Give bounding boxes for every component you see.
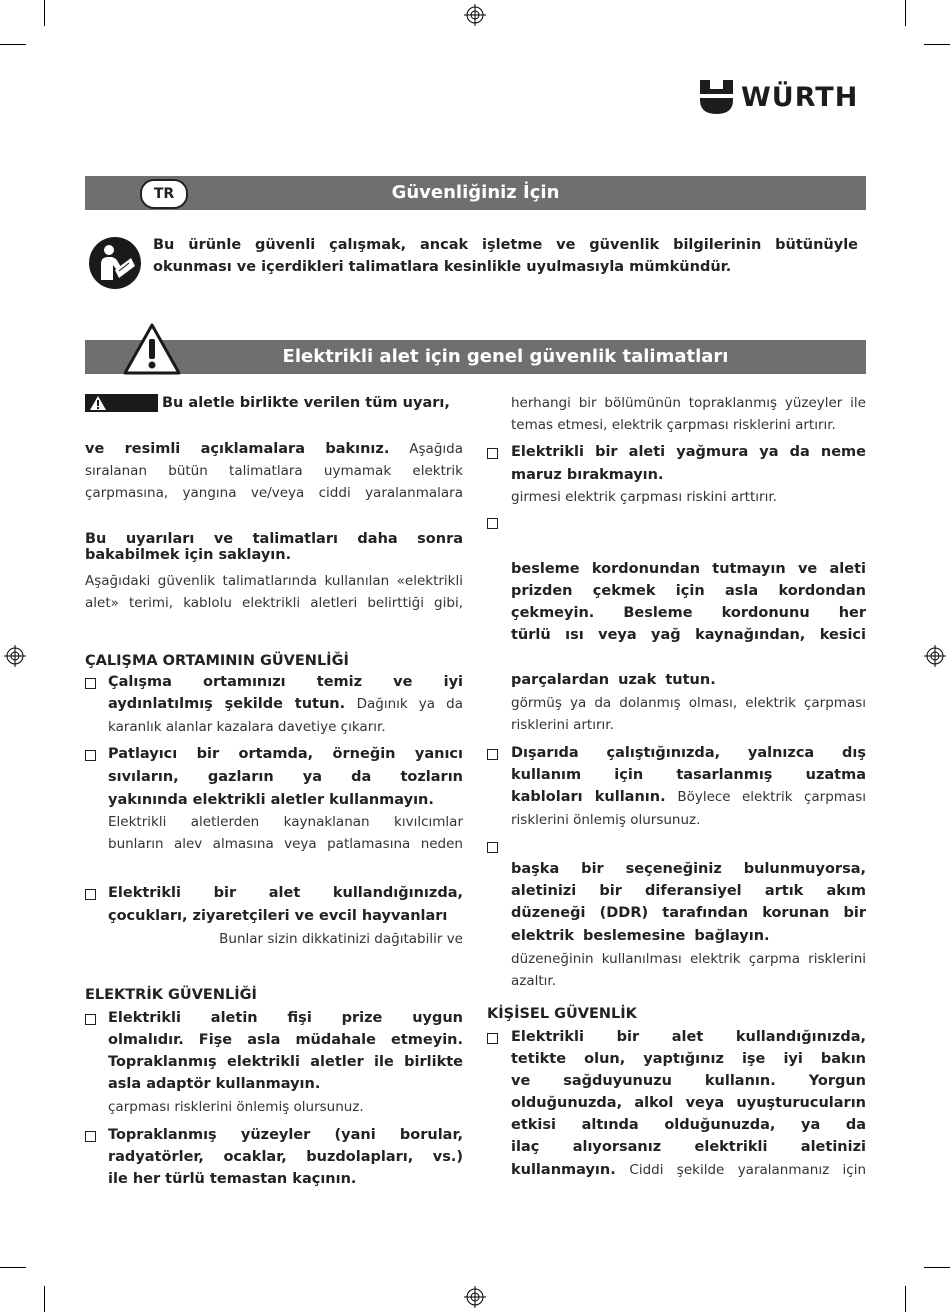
item-text: Elektrikli bir alet kullandığınızda, xyxy=(108,885,463,901)
item-text: çekmeyin. Besleme kordonunu her xyxy=(511,605,866,621)
wurth-logo-icon xyxy=(700,80,733,114)
term-text: Aşağıdaki güvenlik talimatlarında kullanılan «elektrikli xyxy=(85,573,463,589)
warning-line: Bu aletle birlikte verilen tüm uyarı, xyxy=(162,395,450,411)
item-text: Elektrikli bir aleti yağmura ya da neme xyxy=(511,444,866,460)
keep-instructions: bakabilmek için saklayın. xyxy=(85,547,292,563)
item-text: Dışarıda çalıştığınızda, yalnızca dış xyxy=(511,745,866,761)
item-text: türlü ısı veya yağ kaynağından, kesici xyxy=(511,627,866,643)
warning-icon xyxy=(90,396,106,410)
item-text: kabloları kullanın. Böylece elektrik çarpması xyxy=(511,789,867,805)
registration-mark-icon xyxy=(924,645,946,667)
item-text: etkisi altında olduğunuzda, ya da xyxy=(511,1117,866,1133)
item-text: radyatörler, ocaklar, buzdolapları, vs.) xyxy=(108,1149,463,1165)
item-text: maruz bırakmayın. xyxy=(511,467,664,483)
keep-instructions: Bu uyarıları ve talimatları daha sonra xyxy=(85,531,463,547)
checkbox-bullet xyxy=(85,1014,96,1025)
warning-triangle-icon xyxy=(122,322,182,376)
warning-paragraph-line: çarpmasına, yangına ve/veya ciddi yaralanmalara xyxy=(85,485,463,501)
item-text: Elektrikli aletin fişi prize uygun xyxy=(108,1010,463,1026)
item-text: ile her türlü temastan kaçının. xyxy=(108,1171,357,1187)
section-heading: KİŞİSEL GÜVENLİK xyxy=(487,1006,637,1022)
crop-mark xyxy=(924,1267,950,1268)
section-header-bar xyxy=(85,176,866,210)
item-text: ilaç alıyorsanız elektrikli aletinizi xyxy=(511,1139,866,1155)
term-text: alet» terimi, kablolu elektrikli aletleri belirttiği gibi, xyxy=(85,595,463,611)
item-text: risklerini önlemiş olursunuz. xyxy=(511,812,701,828)
item-text: düzeneğinin kullanılması elektrik çarpma risklerini xyxy=(511,951,866,967)
crop-mark xyxy=(0,44,26,45)
item-text: herhangi bir bölümünün topraklanmış yüzeyler ile xyxy=(511,395,866,411)
logo-text: WÜRTH xyxy=(741,81,859,113)
checkbox-bullet xyxy=(487,518,498,529)
item-text: Topraklanmış yüzeyler (yani borular, xyxy=(108,1127,463,1143)
crop-mark xyxy=(44,0,45,26)
intro-text: Bu ürünle güvenli çalışmak, ancak işletme ve güvenlik bilgilerinin bütünüyle okunması ve içerdikleri talimatlara kesinlikle uyulmasıyla mümkündür. xyxy=(153,237,858,275)
item-text: bunların alev almasına veya patlamasına neden xyxy=(108,836,463,852)
item-text: besleme kordonundan tutmayın ve aleti xyxy=(511,561,866,577)
item-text: olduğunuzda, alkol veya uyuşturucuların xyxy=(511,1095,866,1111)
checkbox-bullet xyxy=(85,678,96,689)
item-text: aletinizi bir diferansiyel artık akım xyxy=(511,883,866,899)
read-manual-icon xyxy=(88,236,142,290)
section-heading: ÇALIŞMA ORTAMININ GÜVENLİĞİ xyxy=(85,653,349,669)
checkbox-bullet xyxy=(487,749,498,760)
registration-mark-icon xyxy=(464,1286,486,1308)
item-text: sıvıların, gazların ya da tozların xyxy=(108,769,463,785)
section-title: Elektrikli alet için genel güvenlik talimatları xyxy=(282,346,729,367)
checkbox-bullet xyxy=(85,750,96,761)
item-text: kullanım için tasarlanmış uzatma xyxy=(511,767,866,783)
language-badge: TR xyxy=(140,179,188,209)
item-text: çocukları, ziyaretçileri ve evcil hayvanları xyxy=(108,908,448,924)
wurth-logo xyxy=(700,80,858,114)
crop-mark xyxy=(905,1286,906,1312)
item-text: azaltır. xyxy=(511,973,557,989)
item-text: elektrik beslemesine bağlayın. xyxy=(511,928,770,944)
crop-mark xyxy=(44,1286,45,1312)
checkbox-bullet xyxy=(85,1131,96,1142)
item-text: risklerini artırır. xyxy=(511,717,614,733)
warning-paragraph-line: sıralanan bütün talimatlara uymamak elektrik xyxy=(85,463,463,479)
item-text: Topraklanmış elektrikli aletler ile birlikte xyxy=(108,1054,463,1070)
checkbox-bullet xyxy=(85,889,96,900)
item-text: karanlık alanlar kazalara davetiye çıkarır. xyxy=(108,719,386,735)
item-text: başka bir seçeneğiniz bulunmuyorsa, xyxy=(511,861,866,877)
item-text: Elektrikli bir alet kullandığınızda, xyxy=(511,1029,866,1045)
checkbox-bullet xyxy=(487,448,498,459)
crop-mark xyxy=(0,1267,26,1268)
item-text: ve sağduyunuzu kullanın. Yorgun xyxy=(511,1073,866,1089)
item-text: kullanmayın. Ciddi şekilde yaralanmanız için xyxy=(511,1162,867,1178)
item-text: temas etmesi, elektrik çarpması risklerini artırır. xyxy=(511,417,836,433)
item-text: prizden çekmek için asla kordondan xyxy=(511,583,866,599)
section-heading: ELEKTRİK GÜVENLİĞİ xyxy=(85,987,257,1003)
item-text: olmalıdır. Fişe asla müdahale etmeyin. xyxy=(108,1032,463,1048)
item-text: aydınlatılmış şekilde tutun. Dağınık ya da xyxy=(108,696,464,712)
crop-mark xyxy=(924,44,950,45)
item-text: görmüş ya da dolanmış olması, elektrik çarpması xyxy=(511,695,866,711)
item-text: parçalardan uzak tutun. xyxy=(511,672,716,688)
item-text: Bunlar sizin dikkatinizi dağıtabilir ve xyxy=(219,931,463,947)
section-title: Güvenliğiniz İçin xyxy=(391,182,560,203)
item-text: girmesi elektrik çarpması riskini arttırır. xyxy=(511,489,777,505)
section-header-bar xyxy=(85,340,866,374)
warning-paragraph: ve resimli açıklamalara bakınız. Aşağıda xyxy=(85,441,463,457)
warning-label xyxy=(85,394,158,412)
registration-mark-icon xyxy=(464,4,486,26)
item-text: düzeneği (DDR) tarafından korunan bir xyxy=(511,905,866,921)
checkbox-bullet xyxy=(487,1033,498,1044)
item-text: yakınında elektrikli aletler kullanmayın. xyxy=(108,792,434,808)
item-text: Elektrikli aletlerden kaynaklanan kıvılcımlar xyxy=(108,814,463,830)
item-text: Patlayıcı bir ortamda, örneğin yanıcı xyxy=(108,746,463,762)
item-text: asla adaptör kullanmayın. xyxy=(108,1076,321,1092)
item-text: tetikte olun, yaptığınız işe iyi bakın xyxy=(511,1051,866,1067)
checkbox-bullet xyxy=(487,842,498,853)
registration-mark-icon xyxy=(4,645,26,667)
item-text: Çalışma ortamınızı temiz ve iyi xyxy=(108,674,463,690)
item-text: çarpması risklerini önlemiş olursunuz. xyxy=(108,1099,364,1115)
crop-mark xyxy=(905,0,906,26)
